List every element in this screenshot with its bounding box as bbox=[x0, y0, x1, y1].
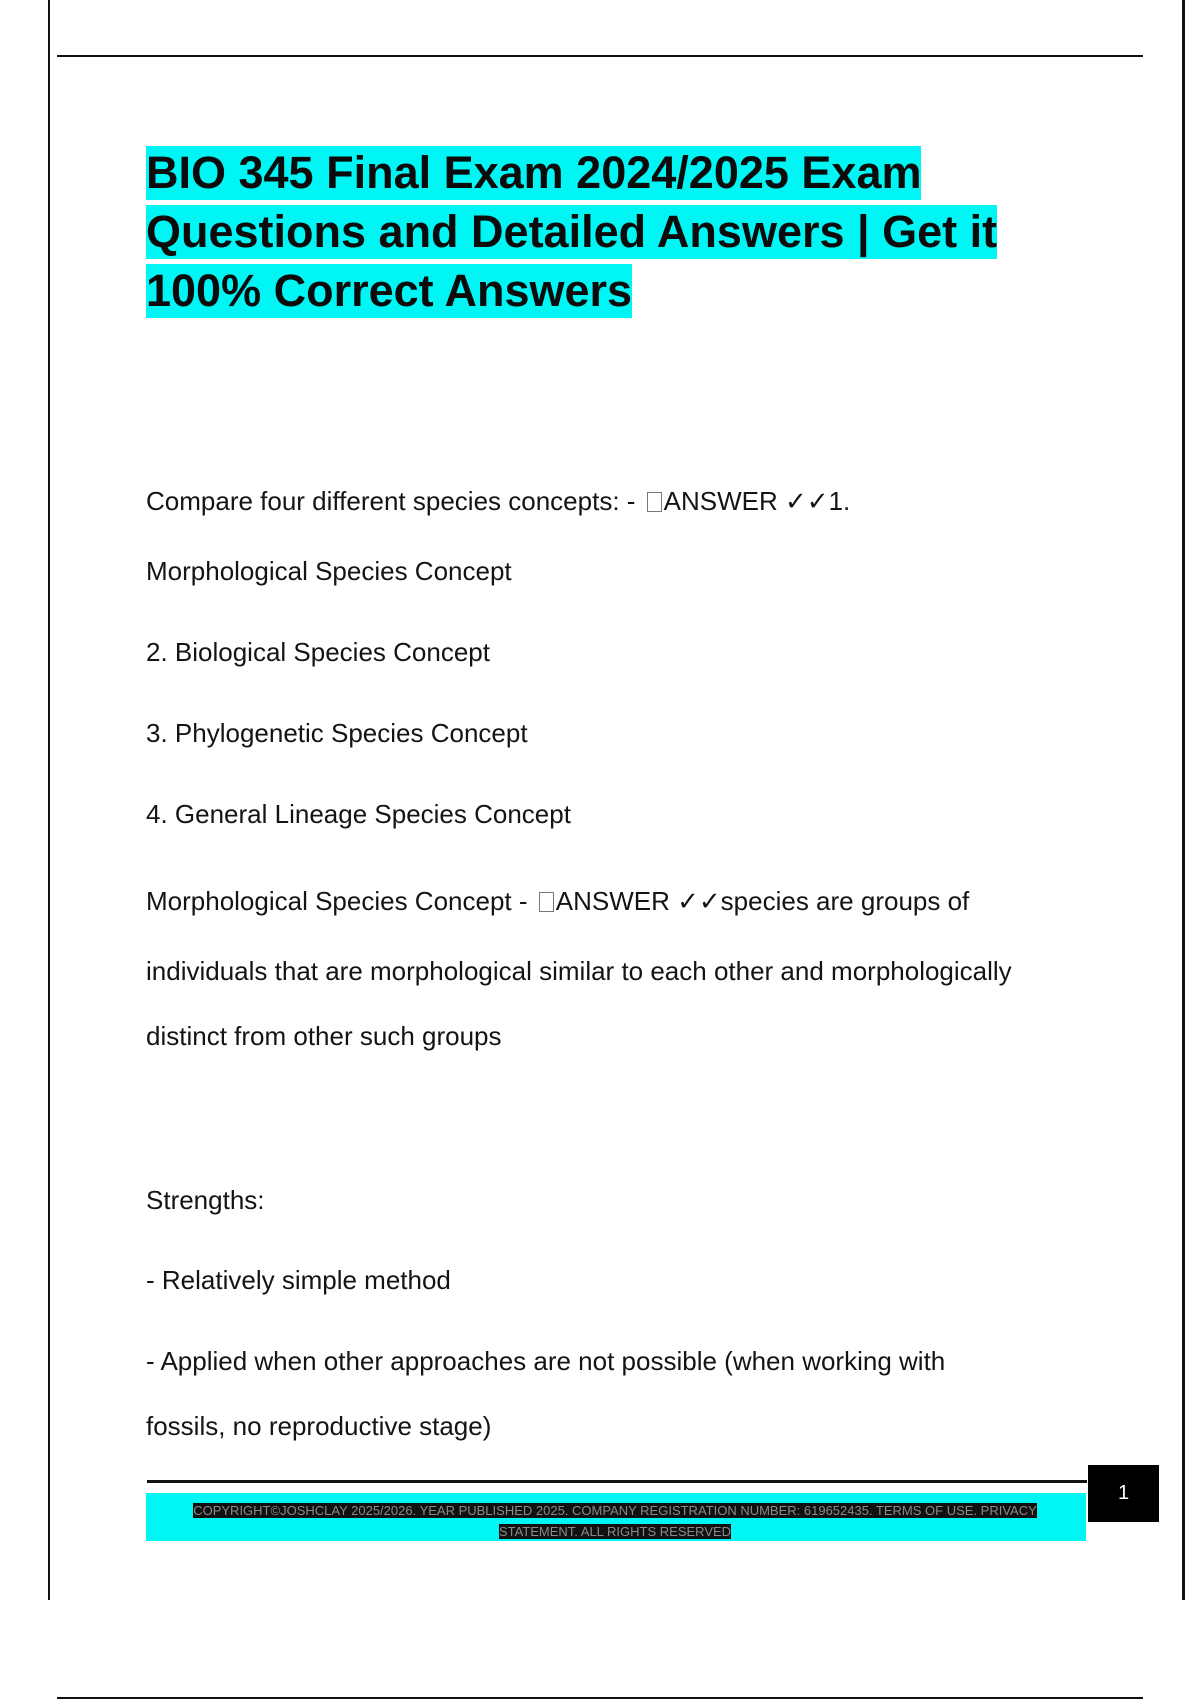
answer-item-4: 4. General Lineage Species Concept bbox=[146, 799, 571, 829]
missing-glyph-icon bbox=[539, 892, 554, 912]
footer-rule bbox=[147, 1480, 1087, 1483]
document-title bbox=[146, 143, 1106, 320]
answer-text: ANSWER ✓✓1. bbox=[663, 486, 851, 516]
answer-line-2: individuals that are morphological similar to each other and morphologically bbox=[146, 956, 1012, 986]
next-page-rule bbox=[57, 1697, 1143, 1699]
title-line-3: 100% Correct Answers bbox=[146, 265, 633, 316]
answer-text: ANSWER ✓✓species are groups of bbox=[555, 886, 970, 916]
strength-item-2-continued: fossils, no reproductive stage) bbox=[146, 1411, 492, 1441]
missing-glyph-icon bbox=[647, 492, 662, 512]
strength-item-2: - Applied when other approaches are not possible (when working with bbox=[146, 1346, 946, 1376]
title-line-2: Questions and Detailed Answers | Get it bbox=[146, 206, 998, 257]
strength-item-1: - Relatively simple method bbox=[146, 1265, 451, 1295]
page-number: 1 bbox=[1088, 1465, 1159, 1522]
question-text: Morphological Species Concept - bbox=[146, 886, 535, 916]
question-compare-species bbox=[146, 486, 850, 517]
strengths-heading: Strengths: bbox=[146, 1185, 265, 1215]
answer-line-3: distinct from other such groups bbox=[146, 1021, 502, 1051]
question-morphological bbox=[146, 886, 969, 917]
title-line-1: BIO 345 Final Exam 2024/2025 Exam bbox=[146, 147, 922, 198]
copyright-text: COPYRIGHT©JOSHCLAY 2025/2026. YEAR PUBLISHED 2025. COMPANY REGISTRATION NUMBER: 619652435. TERMS OF USE. PRIVACY STATEMENT. ALL RIGHTS RESERVED bbox=[193, 1503, 1037, 1539]
question-text: Compare four different species concepts: - bbox=[146, 486, 643, 516]
header-rule bbox=[57, 55, 1143, 57]
answer-item-3: 3. Phylogenetic Species Concept bbox=[146, 718, 528, 748]
footer-copyright bbox=[170, 1500, 1060, 1542]
page-frame-left bbox=[48, 0, 50, 1600]
answer-item-2: 2. Biological Species Concept bbox=[146, 637, 490, 667]
page-frame-right bbox=[1182, 0, 1185, 1600]
answer-item-1: Morphological Species Concept bbox=[146, 556, 512, 586]
